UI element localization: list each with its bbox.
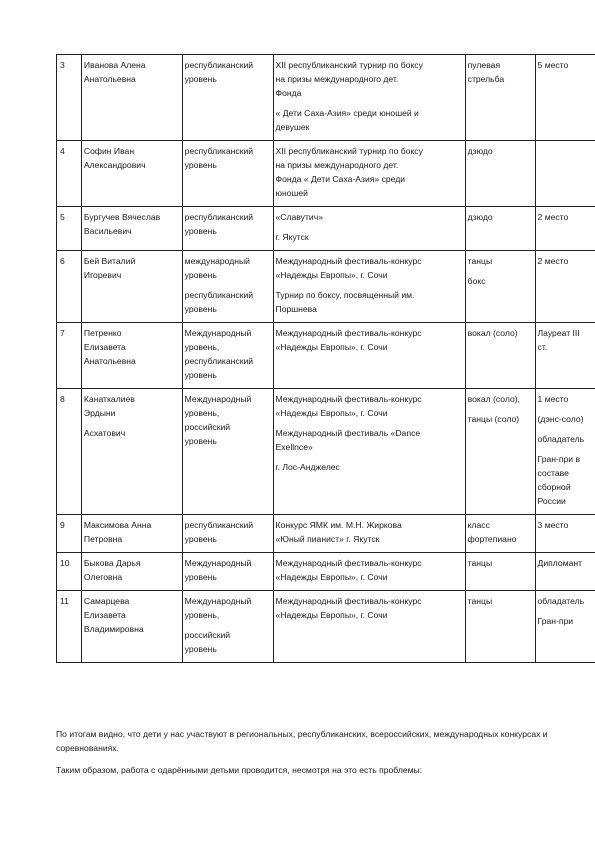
level-line: уровень: [184, 572, 217, 582]
participant-name-cell: [81, 251, 182, 323]
result-cell: [535, 515, 595, 553]
level-line: республиканский: [184, 60, 254, 70]
category-cell: [465, 55, 535, 141]
level-cell: [182, 389, 273, 515]
event-text: Международный фестиваль-конкурс «Надежды Европы», г. Сочи: [275, 558, 422, 582]
event-text: Турнир по боксу, посвященный им. Поршнева: [275, 290, 415, 314]
participant-name-cell: [81, 515, 182, 553]
table-row: [57, 515, 595, 553]
category-cell: [465, 323, 535, 389]
participant-name-line: Олеговна: [83, 572, 123, 582]
category-text: класс фортепиано: [467, 520, 517, 544]
row-number: 7: [60, 328, 65, 338]
category-text: танцы (соло): [467, 414, 520, 424]
row-number-cell: [57, 591, 82, 663]
category-text: дзюдо: [467, 212, 493, 222]
result-text: 3 место: [537, 520, 569, 530]
category-cell: [465, 389, 535, 515]
level-line: уровень: [184, 370, 217, 380]
event-text: Международный фестиваль-конкурс «Надежды Европы», г. Сочи: [275, 394, 422, 418]
participant-name-line: Быкова Дарья: [83, 558, 141, 568]
event-text: Конкурс ЯМК им. М.Н. Жиркова «Юный пианист» г. Якутск: [275, 520, 402, 544]
result-cell: [535, 553, 595, 591]
event-text: Международный фестиваль «Dance Exellnce»: [275, 428, 421, 452]
row-number-cell: [57, 141, 82, 207]
category-cell: [465, 515, 535, 553]
result-text: (дэнс-соло): [537, 414, 584, 424]
level-line: республиканский: [184, 212, 254, 222]
table-row: [57, 591, 595, 663]
participant-name-cell: [81, 591, 182, 663]
result-text: Дипломант: [537, 558, 583, 568]
result-text: 1 место: [537, 394, 569, 404]
level-line: Международный уровень,: [184, 596, 252, 620]
row-number: 5: [60, 212, 65, 222]
level-line: российский уровень: [184, 630, 231, 654]
participant-name-line: Игоревич: [83, 270, 122, 280]
level-line: уровень: [184, 534, 217, 544]
event-cell: [273, 55, 465, 141]
row-number-cell: [57, 553, 82, 591]
participant-name-line: Анатольевна: [83, 356, 136, 366]
conclusion-paragraph-2: Таким образом, работа с одарёнными детьми проводится, несмотря на это есть проблемы:: [56, 765, 423, 775]
row-number: 6: [60, 256, 65, 266]
table-row: [57, 141, 595, 207]
level-line: международный уровень: [184, 256, 250, 280]
row-number-cell: [57, 251, 82, 323]
result-text: обладатель: [537, 596, 585, 606]
participant-name-line: Анатольевна: [83, 74, 136, 84]
level-cell: [182, 323, 273, 389]
result-cell: [535, 323, 595, 389]
row-number-cell: [57, 207, 82, 251]
event-cell: [273, 207, 465, 251]
conclusion-paragraph-1: По итогам видно, что дети у нас участвуют в региональных, республиканских, всероссийских, международных конкурсах и соревнованиях.: [56, 729, 548, 753]
participant-name-cell: [81, 323, 182, 389]
row-number: 11: [60, 596, 69, 606]
category-cell: [465, 591, 535, 663]
participant-name-line: Елизавета: [83, 342, 126, 352]
participant-name-line: Петровна: [83, 534, 123, 544]
participant-name-line: Васильевич: [83, 226, 132, 236]
result-text: Гран-при в составе сборной России: [537, 454, 581, 506]
event-text: Международный фестиваль-конкурс «Надежды Европы», г. Сочи: [275, 328, 422, 352]
level-line: уровень,: [184, 342, 220, 352]
participant-name-line: Самарцева: [83, 596, 130, 606]
category-text: вокал (соло): [467, 328, 518, 338]
event-cell: [273, 553, 465, 591]
event-cell: [273, 323, 465, 389]
participant-name-cell: [81, 553, 182, 591]
conclusion-text: [56, 727, 581, 785]
level-line: уровень: [184, 74, 217, 84]
result-text: 5 место: [537, 60, 569, 70]
category-text: бокс: [467, 276, 486, 286]
result-text: обладатель: [537, 434, 585, 444]
result-cell: [535, 591, 595, 663]
event-cell: [273, 591, 465, 663]
row-number: 9: [60, 520, 65, 530]
participant-name-cell: [81, 389, 182, 515]
participant-name-line: Бургучев Вячеслав: [83, 212, 161, 222]
event-text: Международный фестиваль-конкурс «Надежды Европы», г. Сочи: [275, 256, 422, 280]
level-cell: [182, 55, 273, 141]
result-text: 2 место: [537, 256, 569, 266]
event-text: Международный фестиваль-конкурс «Надежды Европы», г. Сочи: [275, 596, 422, 620]
category-text: пулевая стрельба: [467, 60, 505, 84]
event-cell: [273, 515, 465, 553]
participant-name-cell: [81, 55, 182, 141]
table-body: [57, 55, 595, 663]
level-line: Международный: [184, 394, 252, 404]
participant-name-cell: [81, 141, 182, 207]
table-row: [57, 389, 595, 515]
participant-name-line: Петренко: [83, 328, 122, 338]
level-line: Международный: [184, 328, 252, 338]
event-text: г. Якутск: [275, 232, 309, 242]
level-line: республиканский: [184, 146, 254, 156]
participant-name-cell: [81, 207, 182, 251]
participant-name-line: Елизавета: [83, 610, 126, 620]
participant-name-line: Бей Виталий: [83, 256, 136, 266]
event-cell: [273, 141, 465, 207]
result-cell: [535, 251, 595, 323]
result-cell: [535, 207, 595, 251]
event-text: «Славутич»: [275, 212, 323, 222]
category-text: дзюдо: [467, 146, 493, 156]
participant-name-line: Иванова Алена: [83, 60, 146, 70]
category-text: танцы: [467, 256, 493, 266]
category-cell: [465, 141, 535, 207]
table-row: [57, 553, 595, 591]
row-number: 3: [60, 60, 65, 70]
row-number: 4: [60, 146, 65, 156]
table-row: [57, 207, 595, 251]
participant-name-line: Александрович: [83, 160, 146, 170]
participant-name-line: Владимировна: [83, 624, 144, 634]
level-cell: [182, 591, 273, 663]
event-text: « Дети Саха-Азия» среди юношей и девушек: [275, 108, 419, 132]
row-number-cell: [57, 55, 82, 141]
level-line: уровень: [184, 160, 217, 170]
level-line: республиканский: [184, 356, 254, 366]
table-row: [57, 323, 595, 389]
participants-table: [56, 54, 595, 663]
level-line: уровень,: [184, 408, 220, 418]
category-cell: [465, 251, 535, 323]
level-line: республиканский: [184, 520, 254, 530]
row-number-cell: [57, 389, 82, 515]
participant-name-line: Канаткалиев Эрдыни: [83, 394, 135, 418]
level-cell: [182, 207, 273, 251]
row-number: 8: [60, 394, 65, 404]
event-cell: [273, 251, 465, 323]
level-line: Международный: [184, 558, 252, 568]
category-text: вокал (соло),: [467, 394, 521, 404]
level-line: уровень: [184, 226, 217, 236]
level-line: республиканский уровень: [184, 290, 254, 314]
level-cell: [182, 141, 273, 207]
result-cell: [535, 55, 595, 141]
level-line: российский: [184, 422, 231, 432]
result-cell: [535, 141, 595, 207]
table-row: [57, 251, 595, 323]
category-cell: [465, 553, 535, 591]
category-cell: [465, 207, 535, 251]
row-number-cell: [57, 515, 82, 553]
level-cell: [182, 515, 273, 553]
row-number: 10: [60, 558, 70, 568]
result-text: Гран-при: [537, 616, 574, 626]
category-text: танцы: [467, 558, 493, 568]
participant-name-line: Софин Иван: [83, 146, 135, 156]
table-row: [57, 55, 595, 141]
event-text: г. Лос-Анджелес: [275, 462, 340, 472]
participant-name-line: Максимова Анна: [83, 520, 152, 530]
event-text: XII республиканский турнир по боксу на призы международного дет. Фонда: [275, 60, 423, 98]
level-cell: [182, 553, 273, 591]
result-text: Лауреат III ст.: [537, 328, 580, 352]
result-text: 2 место: [537, 212, 569, 222]
row-number-cell: [57, 323, 82, 389]
event-cell: [273, 389, 465, 515]
participant-name-line: Асхатович: [83, 428, 126, 438]
event-text: XII республиканский турнир по боксу на призы международного дет. Фонда « Дети Саха-Азия» среди юношей: [275, 146, 423, 198]
category-text: танцы: [467, 596, 493, 606]
result-cell: [535, 389, 595, 515]
level-line: уровень: [184, 436, 217, 446]
level-cell: [182, 251, 273, 323]
